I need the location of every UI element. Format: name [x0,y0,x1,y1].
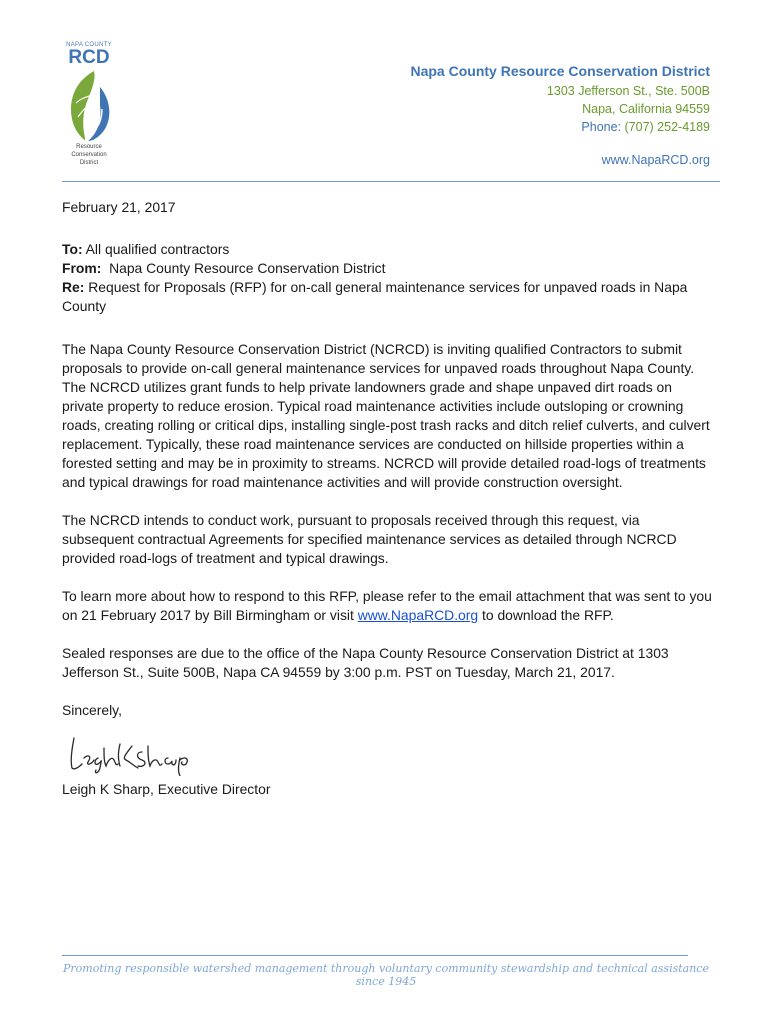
phone-number: (707) 252-4189 [624,120,710,134]
letter-date: February 21, 2017 [62,199,176,215]
website-link[interactable]: www.NapaRCD.org [601,153,710,167]
letter-body [62,198,714,799]
re-line [62,278,714,316]
to-label: To: [62,241,83,257]
paragraph-3-text-end: to download the RFP. [478,607,614,623]
paragraph-3 [62,587,714,625]
rcd-logo [58,42,120,170]
from-value: Napa County Resource Conservation District [109,260,386,276]
from-line [62,259,714,278]
logo-acronym: RCD [68,47,110,68]
closing: Sincerely, [62,702,122,718]
to-value: All qualified contractors [85,241,230,257]
signer-name-title: Leigh K Sharp, Executive Director [62,781,271,797]
from-label: From: [62,260,102,276]
re-value: Request for Proposals (RFP) for on-call general maintenance services for unpaved roads in Napa County [62,279,688,314]
header-divider [62,181,720,182]
paragraph-1: The Napa County Resource Conservation District (NCRCD) is inviting qualified Contractors to submit proposals to provide on-call general maintenance services for unpaved roads throughout Napa County. The NCRCD utilizes grant funds to help private landowners grade and shape unpaved dirt roads on private property to reduce erosion. Typical road maintenance activities include outsloping or crowning roads, creating rolling or critical dips, installing single-post trash racks and ditch relief culverts, and culvert replacement. Typically, these road maintenance services are conducted on hillside properties within a forested setting and may be in proximity to streams. NCRCD will provide detailed road-logs of treatments and typical drawings for road maintenance activities and will provide construction oversight. [62,341,710,490]
letterhead [410,60,710,167]
phone-line [410,118,710,136]
paragraph-2: The NCRCD intends to conduct work, pursuant to proposals received through this request, via subsequent contractual Agreements for specified maintenance services as detailed through NCRCD provided road-logs of treatment and typical drawings. [62,512,677,566]
signature [64,730,194,776]
address-line1: 1303 Jefferson St., Ste. 500B [546,84,710,98]
footer-divider [62,955,688,956]
logo-subtitle-line2: Conservation [71,152,107,158]
paragraph-3-text: To learn more about how to respond to this RFP, please refer to the email attachment that was sent to you on 21 February 2017 by Bill Birmingham or visit [62,588,712,623]
logo-subtitle-line1: Resource [76,144,102,150]
org-name: Napa County Resource Conservation District [410,63,710,79]
re-label: Re: [62,279,85,295]
to-line [62,240,714,259]
leaf-water-icon [64,69,114,143]
logo-subtitle-line3: District [79,160,99,166]
paragraph-4: Sealed responses are due to the office of the Napa County Resource Conservation District at 1303 Jefferson St., Suite 500B, Napa CA 94559 by 3:00 p.m. PST on Tuesday, March 21, 2017. [62,645,669,680]
website-inline-link[interactable]: www.NapaRCD.org [357,607,479,623]
footer-tagline: Promoting responsible watershed management through voluntary community stewardship and technical assistance since 1945 [63,962,709,988]
address-line2: Napa, California 94559 [582,102,710,116]
phone-label: Phone: [581,120,622,134]
logo-county-text: NAPA COUNTY [66,42,112,48]
